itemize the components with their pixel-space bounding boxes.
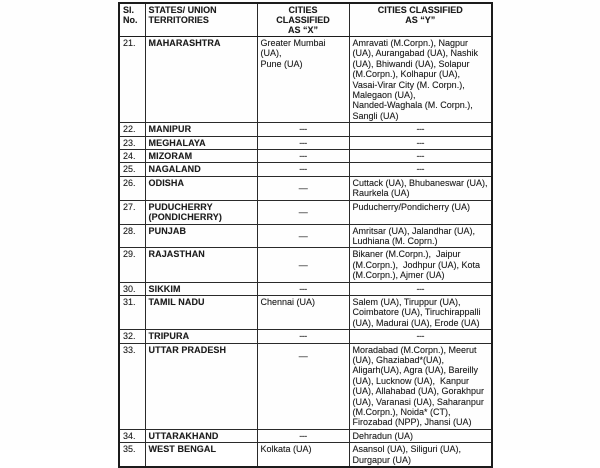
cell-serial-number: 27. xyxy=(119,200,145,224)
cell-state-name: WEST BENGAL xyxy=(145,443,257,467)
cell-cities-y: --- xyxy=(349,282,492,295)
cell-serial-number: 25. xyxy=(119,163,145,176)
table-row xyxy=(119,200,492,224)
cell-cities-x: Greater Mumbai (UA), Pune (UA) xyxy=(257,37,349,123)
cell-state-name: TAMIL NADU xyxy=(145,295,257,329)
cell-cities-y: Puducherry/Pondicherry (UA) xyxy=(349,200,492,224)
table-body xyxy=(119,37,492,468)
cell-serial-number: 32. xyxy=(119,330,145,343)
header-states-union-territories: STATES/ UNION TERRITORIES xyxy=(145,3,257,37)
table-header xyxy=(119,3,492,37)
table-row xyxy=(119,248,492,282)
cell-cities-x: — xyxy=(257,224,349,248)
cell-serial-number: 34. xyxy=(119,429,145,442)
cell-cities-y: Amravati (M.Corpn.), Nagpur (UA), Aurangabad (UA), Nashik (UA), Bhiwandi (UA), Solapur (M.Corpn.), Kolhapur (UA), Vasai-Virar City (M. Corpn.), Malegaon (UA), Nanded-Waghala (M. Corpn.), Sangli (UA) xyxy=(349,37,492,123)
cell-cities-y: --- xyxy=(349,136,492,149)
cell-serial-number: 35. xyxy=(119,443,145,467)
cell-cities-x: Chennai (UA) xyxy=(257,295,349,329)
cell-serial-number: 31. xyxy=(119,295,145,329)
table-row xyxy=(119,443,492,467)
cell-cities-x: — xyxy=(257,176,349,200)
table-row xyxy=(119,282,492,295)
table-row xyxy=(119,163,492,176)
table-row xyxy=(119,176,492,200)
cell-cities-y: Moradabad (M.Corpn.), Meerut (UA), Ghaziabad*(UA), Aligarh(UA), Agra (UA), Bareilly (UA), Lucknow (UA), Kanpur (UA), Allahabad (UA), Gorakhpur (UA), Varanasi (UA), Saharanpur (M.Corpn.), Noida* (CT), Firozabad (NPP), Jhansi (UA) xyxy=(349,343,492,429)
cell-serial-number: 21. xyxy=(119,37,145,123)
cell-cities-x: --- xyxy=(257,163,349,176)
cell-state-name: SIKKIM xyxy=(145,282,257,295)
cell-cities-y: --- xyxy=(349,330,492,343)
cell-cities-x: --- xyxy=(257,123,349,136)
table-row xyxy=(119,136,492,149)
cell-state-name: MEGHALAYA xyxy=(145,136,257,149)
header-sl-no: Sl. No. xyxy=(119,3,145,37)
cell-cities-x: --- xyxy=(257,150,349,163)
city-classification-table xyxy=(118,2,493,468)
cell-state-name: MIZORAM xyxy=(145,150,257,163)
cell-state-name: UTTARAKHAND xyxy=(145,429,257,442)
cell-cities-x: --- xyxy=(257,429,349,442)
cell-state-name: ODISHA xyxy=(145,176,257,200)
table-row xyxy=(119,123,492,136)
cell-state-name: MAHARASHTRA xyxy=(145,37,257,123)
cell-state-name: UTTAR PRADESH xyxy=(145,343,257,429)
cell-cities-x: --- xyxy=(257,330,349,343)
cell-cities-x: — xyxy=(257,200,349,224)
cell-cities-y: --- xyxy=(349,163,492,176)
cell-state-name: TRIPURA xyxy=(145,330,257,343)
table-row xyxy=(119,429,492,442)
cell-cities-y: Amritsar (UA), Jalandhar (UA), Ludhiana (M. Coprn.) xyxy=(349,224,492,248)
table-row xyxy=(119,343,492,429)
cell-cities-x: Kolkata (UA) xyxy=(257,443,349,467)
cell-serial-number: 26. xyxy=(119,176,145,200)
cell-cities-y: Cuttack (UA), Bhubaneswar (UA), Raurkela (UA) xyxy=(349,176,492,200)
cell-cities-y: Asansol (UA), Siliguri (UA), Durgapur (UA) xyxy=(349,443,492,467)
cell-cities-y: --- xyxy=(349,150,492,163)
table-row xyxy=(119,224,492,248)
cell-state-name: NAGALAND xyxy=(145,163,257,176)
cell-serial-number: 22. xyxy=(119,123,145,136)
cell-state-name: PUDUCHERRY (PONDICHERRY) xyxy=(145,200,257,224)
table-row xyxy=(119,150,492,163)
table-row xyxy=(119,330,492,343)
cell-serial-number: 28. xyxy=(119,224,145,248)
header-row xyxy=(119,3,492,37)
cell-state-name: PUNJAB xyxy=(145,224,257,248)
cell-state-name: RAJASTHAN xyxy=(145,248,257,282)
cell-cities-x: — xyxy=(257,248,349,282)
cell-cities-y: --- xyxy=(349,123,492,136)
table-row xyxy=(119,37,492,123)
cell-cities-y: Salem (UA), Tiruppur (UA), Coimbatore (UA), Tiruchirappalli (UA), Madurai (UA), Erode (UA) xyxy=(349,295,492,329)
cell-cities-y: Bikaner (M.Corpn.), Jaipur (M.Corpn.), Jodhpur (UA), Kota (M.Corpn.), Ajmer (UA) xyxy=(349,248,492,282)
cell-cities-x: --- xyxy=(257,136,349,149)
cell-cities-x: --- xyxy=(257,282,349,295)
cell-serial-number: 29. xyxy=(119,248,145,282)
cell-state-name: MANIPUR xyxy=(145,123,257,136)
cell-serial-number: 23. xyxy=(119,136,145,149)
cell-cities-x: — xyxy=(257,343,349,429)
header-cities-classified-y: CITIES CLASSIFIED AS “Y” xyxy=(349,3,492,37)
cell-serial-number: 33. xyxy=(119,343,145,429)
cell-serial-number: 24. xyxy=(119,150,145,163)
table-row xyxy=(119,295,492,329)
header-cities-classified-x: CITIES CLASSIFIED AS “X” xyxy=(257,3,349,37)
cell-cities-y: Dehradun (UA) xyxy=(349,429,492,442)
cell-serial-number: 30. xyxy=(119,282,145,295)
